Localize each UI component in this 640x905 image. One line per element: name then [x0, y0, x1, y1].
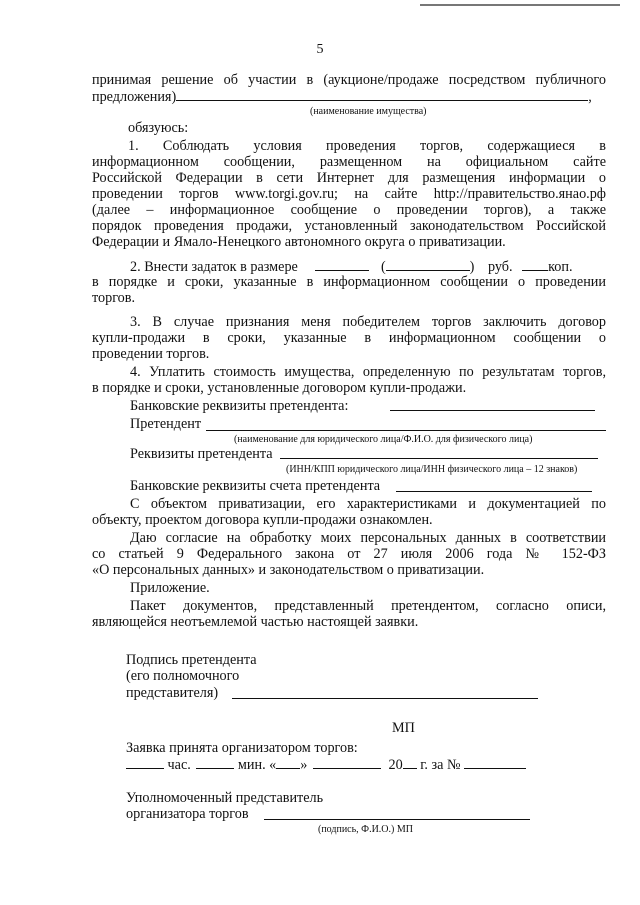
hour-field[interactable]: [126, 756, 164, 769]
p4-line-2: в порядке и сроки, установленные договором купли-продажи.: [92, 380, 467, 396]
official-line-1: Уполномоченный представитель: [126, 790, 324, 806]
signature-line-3: представителя): [126, 685, 219, 701]
applicant-name-field[interactable]: [206, 430, 606, 431]
p1-line-7: Федерации и Ямало-Ненецкого автономного округа о приватизации.: [92, 234, 506, 250]
p2-line-2: в порядке и сроки, указанные в информационном сообщении о проведении: [92, 274, 606, 290]
p1-line-3: Российской Федерации в сети Интернет для размещения информации о: [92, 170, 606, 186]
p1-line-1: 1. Соблюдать условия проведения торгов, содержащиеся в: [128, 138, 606, 154]
scan-mark: [420, 4, 620, 6]
signature-line-2: (его полномочного: [126, 668, 240, 684]
p3-line-3: проведении торгов.: [92, 346, 210, 362]
appendix-line-2: являющейся неотъемлемой частью настоящей заявки.: [92, 614, 419, 630]
deposit-kop-field[interactable]: [522, 258, 548, 271]
property-name-caption: (наименование имущества): [310, 106, 427, 117]
applicant-caption: (наименование для юридического лица/Ф.И.О. для физического лица): [234, 434, 533, 445]
p5-line-1: С объектом приватизации, его характеристиками и документацией по: [130, 496, 606, 512]
month-field[interactable]: [313, 756, 381, 769]
official-line-2: организатора торгов: [126, 806, 249, 822]
p2-line-1: 2. Внести задаток в размере ( ) руб. коп.: [130, 259, 573, 275]
property-name-field[interactable]: [176, 88, 588, 101]
year-field[interactable]: [403, 756, 417, 769]
p1-line-5: (далее – информационное сообщение о проведении торгов), а также: [92, 202, 606, 218]
bank-account-label: Банковские реквизиты счета претендента: [130, 478, 381, 494]
minute-field[interactable]: [196, 756, 234, 769]
p2-line-3: торгов.: [92, 290, 136, 306]
day-field[interactable]: [276, 756, 300, 769]
applicant-details-field[interactable]: [280, 458, 598, 459]
intro-line-2: предложения) ,: [92, 89, 592, 105]
intro-line-1: принимая решение об участии в (аукционе/продаже посредством публичного: [92, 72, 606, 88]
details-label: Реквизиты претендента: [130, 446, 273, 462]
deposit-amount-words-field[interactable]: [386, 258, 470, 271]
details-caption: (ИНН/КПП юридического лица/ИНН физического лица – 12 знаков): [286, 464, 578, 475]
appendix-line-1: Пакет документов, представленный претендентом, согласно описи,: [130, 598, 606, 614]
official-caption: (подпись, Ф.И.О.) МП: [318, 824, 413, 835]
p1-line-2: информационном сообщении, размещенном на официальном сайте: [92, 154, 606, 170]
deposit-amount-field[interactable]: [315, 258, 369, 271]
p3-line-1: 3. В случае признания меня победителем торгов заключить договор: [130, 314, 606, 330]
undertake-label: обязуюсь:: [128, 120, 189, 136]
registration-number-field[interactable]: [464, 756, 526, 769]
official-signature-field[interactable]: [264, 819, 530, 820]
p6-line-2: со статьей 9 Федерального закона от 27 июля 2006 года № 152-ФЗ: [92, 546, 606, 562]
accepted-time-line: час. мин. « » 20 г. за №: [126, 756, 526, 773]
applicant-signature-field[interactable]: [232, 698, 538, 699]
p1-line-4: проведении торгов www.torgi.gov.ru; на сайте http://правительство.янао.рф: [92, 186, 606, 202]
p4-line-1: 4. Уплатить стоимость имущества, определенную по результатам торгов,: [130, 364, 606, 380]
p3-line-2: купли-продажи в сроки, указанные в информационном сообщении о: [92, 330, 606, 346]
p1-line-6: порядок проведения продажи, установленный законодательством Российской: [92, 218, 606, 234]
signature-line-1: Подпись претендента: [126, 652, 257, 668]
applicant-label: Претендент: [130, 416, 202, 432]
appendix-label: Приложение.: [130, 580, 210, 596]
page-number: 5: [316, 42, 324, 57]
p6-line-1: Даю согласие на обработку моих персональных данных в соответствии: [130, 530, 606, 546]
bank-account-field[interactable]: [396, 491, 592, 492]
bank-details-field[interactable]: [390, 410, 595, 411]
p6-line-3: «О персональных данных» и законодательством о приватизации.: [92, 562, 485, 578]
p5-line-2: объекту, проектом договора купли-продажи ознакомлен.: [92, 512, 433, 528]
accepted-title: Заявка принята организатором торгов:: [126, 740, 358, 756]
stamp-label: МП: [392, 720, 415, 736]
bank-details-label: Банковские реквизиты претендента:: [130, 398, 349, 414]
